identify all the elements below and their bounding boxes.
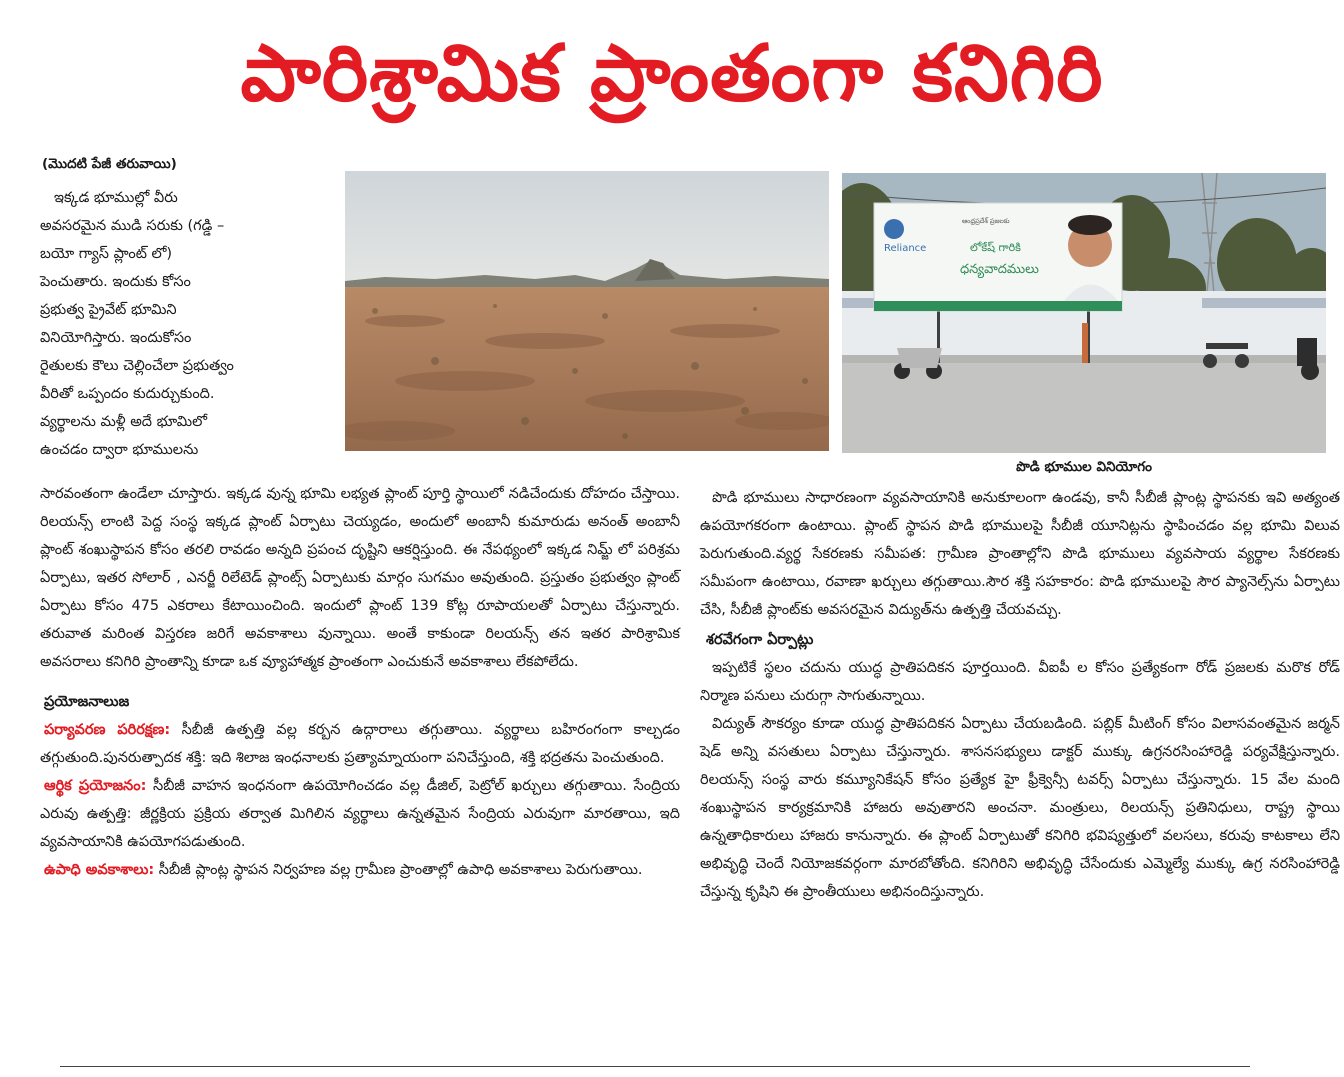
benefit-label: ఉపాధి అవకాశాలు: (44, 862, 155, 878)
benefit-text: సీబీజీ వాహన ఇంధనంగా ఉపయోగించడం వల్ల డీజిల్, పెట్రోల్ ఖర్చులు తగ్గుతాయి. సేంద్రియ ఎరువు ఉత్పత్తి: జీర్ణక్రియ ప్రక్రియ తర్వాత మిగిలిన వ్యర్థాలు ఉన్నతమైన సేంద్రియ ఎరువుగా మారతాయి, ఇది వ్యవసాయానికి ఉపయోగపడుతుంది. (40, 778, 680, 850)
right-article (700, 484, 1340, 906)
intro-column (40, 184, 302, 464)
billboard-photo (842, 173, 1326, 453)
intro-line: ఉంచడం ద్వారా భూములను (40, 442, 199, 458)
intro-line: రైతులకు కౌలు చెల్లించేలా ప్రభుత్వం (40, 358, 234, 374)
left-article (40, 480, 680, 884)
billboard-tagline: ఆంధ్రప్రదేశ్ ప్రజలకు (962, 217, 1010, 225)
photo-caption: పొడి భూముల వినియోగం (1016, 459, 1152, 475)
benefit-item (40, 772, 680, 856)
intro-line: ప్రభుత్వ ప్రైవేట్ భూమిని (40, 302, 177, 318)
billboard-message-2: ధన్యవాదములు (960, 262, 1039, 277)
right-paragraph-1: పొడి భూములు సాధారణంగా వ్యవసాయానికి అనుకూలంగా ఉండవు, కానీ సీబీజీ ప్లాంట్ల స్థాపనకు ఇవి అత్యంత ఉపయోగకరంగా ఉంటాయి. ప్లాంట్ స్థాపన పొడి భూములపై సీబీజీ యూనిట్లను స్థాపించడం వల్ల భూమి విలువ పెరుగుతుంది.వ్యర్థ సేకరణకు సమీపత: గ్రామీణ ప్రాంతాల్లోని పొడి భూములు వ్యవసాయ వ్యర్థాల సేకరణకు సమీపంగా ఉంటాయి, రవాణా ఖర్చులు తగ్గుతాయి.సౌర శక్తి సహకారం: పొడి భూములపై సౌర ప్యానెల్స్‌ను ఏర్పాటు చేసి, సీబీజీ ప్లాంట్‌కు అవసరమైన విద్యుత్‌ను ఉత్పత్తి చేయవచ్చు. (700, 490, 1340, 618)
intro-line: అవసరమైన ముడి సరుకు (గడ్డి – (40, 218, 225, 234)
intro-line: పెంచుతారు. ఇందుకు కోసం (40, 274, 191, 290)
barren-land-photo (345, 171, 829, 451)
right-paragraph-2: ఇప్పటికే స్థలం చదును యుద్ధ ప్రాతిపదికన పూర్తయింది. వీఐపీ ల కోసం ప్రత్యేకంగా రోడ్ ప్రజలకు మరొక రోడ్ నిర్మాణ పనులు చురుగ్గా సాగుతున్నాయి. (700, 660, 1340, 704)
intro-line: ఇక్కడ భూముల్లో వీరు (54, 190, 178, 206)
benefit-item (40, 856, 680, 884)
headline: పారిశ్రామిక ప్రాంతంగా కనిగిరి (240, 29, 1104, 119)
intro-line: వీరితో ఒప్పందం కుదుర్చుకుంది. (40, 386, 215, 402)
benefit-label: పర్యావరణ పరిరక్షణ: (44, 722, 171, 738)
continued-label: (మొదటి పేజీ తరువాయి) (42, 156, 177, 172)
benefit-text: సీబీజీ ప్లాంట్ల స్థాపన నిర్వహణ వల్ల గ్రామీణ ప్రాంతాల్లో ఉపాధి అవకాశాలు పెరుగుతాయి. (154, 862, 643, 878)
left-paragraph: సారవంతంగా ఉండేలా చూస్తారు. ఇక్కడ వున్న భూమి లభ్యత ప్లాంట్ పూర్తి స్థాయిలో నడిచేందుకు దోహదం చేస్తాయి. రిలయన్స్ లాంటి పెద్ద సంస్థ ఇక్కడ ప్లాంట్ ఏర్పాటు చెయ్యడం, అందులో అంబానీ కుమారుడు అనంత్ అంబానీ ప్లాంట్ శంఖుస్థాపన కోసం తరలి రావడం అన్నది ప్రపంచ దృష్టిని ఆకర్షిస్తుంది. ఈ నేపథ్యంలో ఇక్కడ నిమ్జ్ లో పరిశ్రమ ఏర్పాటు, ఇతర సోలార్ , ఎనర్జీ రిలేటెడ్ ప్లాంట్స్ ఏర్పాటుకు మార్గం సుగమం అవుతుంది. ప్రస్తుతం ప్రభుత్వం ప్లాంట్ ఏర్పాటు కోసం 475 ఎకరాలు కేటాయించింది. ఇందులో ప్లాంట్ 139 కోట్ల రూపాయలతో ఏర్పాటు చేస్తున్నారు. తరువాత మరింత విస్తరణ జరిగే అవకాశాలు వున్నాయి. అంతే కాకుండా రిలయన్స్ తన ఇతర పారిశ్రామిక అవసరాలు కనిగిరి ప్రాంతాన్ని కూడా ఒక వ్యూహాత్మక ప్రాంతంగా ఎంచుకునే అవకాశాలు లేకపోలేదు. (40, 486, 680, 670)
billboard-brand: Reliance (884, 243, 927, 254)
intro-line: బయో గ్యాస్ ప్లాంట్ లో) (40, 246, 173, 262)
intro-line: వ్యర్థాలను మళ్లీ అదే భూమిలో (40, 414, 208, 430)
right-heading: శరవేగంగా ఏర్పాట్లు (706, 632, 814, 648)
benefit-item (40, 716, 680, 772)
billboard-message-1: లోకేష్ గారికి (970, 241, 1021, 254)
benefits-heading: ప్రయోజనాలుజ (44, 694, 130, 710)
bottom-rule (60, 1066, 1250, 1067)
right-paragraph-3: విద్యుత్ సౌకర్యం కూడా యుద్ధ ప్రాతిపదికన ఏర్పాటు చేయబడింది. పబ్లిక్ మీటింగ్ కోసం విలాసవంతమైన జర్మన్ షెడ్ అన్ని వసతులు ఏర్పాటు చేస్తున్నారు. శాసనసభ్యులు డాక్టర్ ముక్కు ఉగ్రనరసింహారెడ్డి పర్యవేక్షిస్తున్నారు. రిలయన్స్ సంస్థ వారు కమ్యూనికేషన్ కోసం ప్రత్యేక హై ఫ్రీక్వెన్సీ టవర్స్ ఏర్పాటు చేస్తున్నారు. 15 వేల మంది శంఖుస్థాపన కార్యక్రమానికి హాజరు అవుతారని అంచనా. మంత్రులు, రిలయన్స్ ప్రతినిధులు, రాష్ట్ర స్థాయి ఉన్నతాధికారులు హాజరు కానున్నారు. ఈ ప్లాంట్ ఏర్పాటుతో కనిగిరి భవిష్యత్తులో వలసలు, కరువు కాటకాలు లేని అభివృద్ధి చెందే నియోజకవర్గంగా మారబోతోంది. కనిగిరిని అభివృద్ధి చేసేందుకు ఎమ్మెల్యే ముక్కు ఉగ్ర నరసింహారెడ్డి చేస్తున్న కృషిని ఈ ప్రాంతీయులు అభినందిస్తున్నారు. (700, 716, 1340, 900)
benefit-text: సీబీజీ ఉత్పత్తి వల్ల కర్బన ఉద్గారాలు తగ్గుతాయి. వ్యర్థాలు బహిరంగంగా కాల్చడం తగ్గుతుంది.పునరుత్పాదక శక్తి: ఇది శిలాజ ఇంధనాలకు ప్రత్యామ్నాయంగా పనిచేస్తుంది, శక్తి భద్రతను పెంచుతుంది. (40, 722, 680, 766)
intro-line: వినియోగిస్తారు. ఇందుకోసం (40, 330, 192, 346)
benefit-label: ఆర్థిక ప్రయోజనం: (44, 778, 147, 794)
